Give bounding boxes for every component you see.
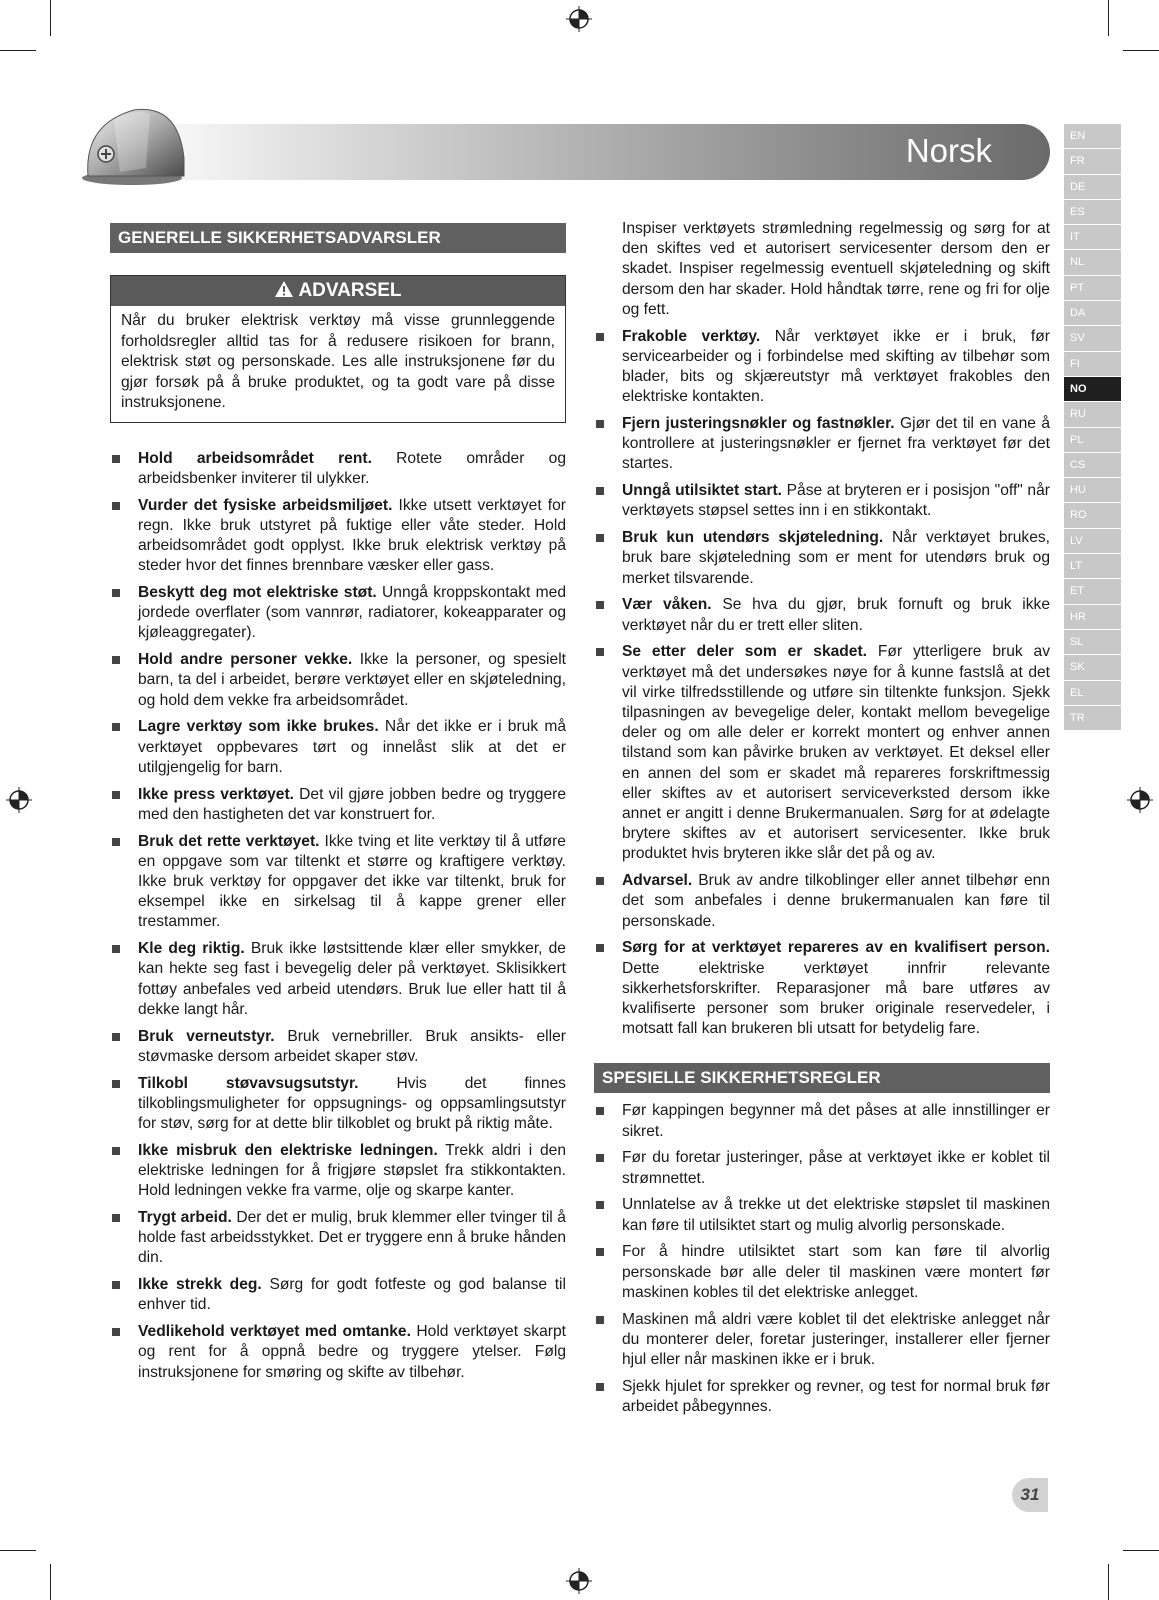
registration-mark-icon	[1127, 787, 1153, 813]
language-tab-pl[interactable]: PL	[1064, 428, 1121, 452]
item-text: Sørg for godt fotfeste og god balanse til enhver tid.	[138, 1276, 566, 1314]
language-tab-sl[interactable]: SL	[1064, 630, 1121, 654]
list-item	[110, 650, 566, 711]
item-text: Når verktøyet ikke er i bruk, før servicearbeider og i forbindelse med skifting av tilbehør som blader, bits og skjæreutstyr må verktøyet frakobles den elektriske kontakten.	[622, 327, 1050, 406]
item-text: Før ytterligere bruk av verktøyet må det undersøkes nøye for å kunne fastslå at det vil virke tilfredsstillende og utføre sin tiltenkte funksjon. Sjekk tilpasningen av bevegelige deler, kontakt mellom bevegelige deler og om alle deler er korrekt montert og enhver annen tilstand som kan påvirke bruken av verktøyet. Et deksel eller en annen del som er skadet må repareres forskriftmessig eller skiftes av et autorisert serviceverksted dersom ikke annet er angitt i denne Brukermanualen. Sørg for at ødelagte brytere skiftes av et autorisert servicesenter. Ikke bruk produktet hvis bryteren ikke slår det på og av.	[622, 643, 1050, 863]
item-text: Se hva du gjør, bruk fornuft og bruk ikke verktøyet når du er trett eller sliten.	[622, 596, 1050, 634]
language-tab-fi[interactable]: FI	[1064, 352, 1121, 376]
item-text: Hold verktøyet skarpt og rent for å oppnå bedre og tryggere ytelser. Følg instruksjonene for smøring og skifte av tilbehør.	[138, 1323, 566, 1381]
crop-mark	[50, 1564, 51, 1600]
list-item: Maskinen må aldri være koblet til det elektriske anlegget når du monterer deler, foretar justeringer, installerer eller fjerner hjul eller når maskinen ikke er i bruk.	[594, 1310, 1050, 1371]
language-tab-pt[interactable]: PT	[1064, 276, 1121, 300]
item-lead: Se etter deler som er skadet.	[622, 643, 868, 661]
item-text: Det vil gjøre jobben bedre og tryggere med den hastigheten det var konstruert for.	[138, 785, 566, 823]
language-tab-ru[interactable]: RU	[1064, 402, 1121, 426]
list-item	[594, 871, 1050, 932]
language-tab-no[interactable]: NO	[1064, 377, 1121, 401]
list-item	[110, 1275, 566, 1315]
list-item	[594, 528, 1050, 589]
list-item: Før du foretar justeringer, påse at verktøyet ikke er koblet til strømnettet.	[594, 1148, 1050, 1188]
list-item	[110, 785, 566, 825]
language-tab-da[interactable]: DA	[1064, 301, 1121, 325]
crop-mark	[1123, 1550, 1159, 1551]
crop-mark	[0, 50, 36, 51]
item-text: Der det er mulig, bruk klemmer eller tvinger til å holde fast arbeidsstykket. Det er tryggere enn å bruke hånden din.	[138, 1208, 566, 1267]
list-item: Sjekk hjulet for sprekker og revner, og test for normal bruk før arbeidet påbegynnes.	[594, 1377, 1050, 1417]
general-safety-list-right	[594, 327, 1050, 1040]
language-tab-hr[interactable]: HR	[1064, 605, 1121, 629]
item-lead: Advarsel.	[622, 872, 693, 890]
list-item	[110, 583, 566, 644]
item-lead: Fjern justeringsnøkler og fastnøkler.	[622, 415, 895, 433]
item-lead: Bruk det rette verktøyet.	[138, 832, 320, 850]
item-lead: Ikke press verktøyet.	[138, 785, 294, 803]
item-lead: Bruk verneutstyr.	[138, 1027, 275, 1045]
section-heading-general: GENERELLE SIKKERHETSADVARSLER	[110, 223, 566, 253]
warning-box	[110, 275, 566, 423]
item-lead: Tilkobl støvavsugsutstyr.	[138, 1074, 359, 1092]
warning-header	[111, 276, 565, 306]
list-item-continuation	[594, 219, 1050, 320]
section-heading-special: SPESIELLE SIKKERHETSREGLER	[594, 1063, 1050, 1093]
item-lead: Vedlikehold verktøyet med omtanke.	[138, 1323, 411, 1341]
item-text: Når det ikke er i bruk må verktøyet oppbevares tørt og innelåst slik at det er utilgjengelig for barn.	[138, 718, 567, 776]
language-tab-hu[interactable]: HU	[1064, 478, 1121, 502]
header-banner	[130, 124, 1050, 180]
item-lead: Hold andre personer vekke.	[138, 651, 353, 669]
language-tab-en[interactable]: EN	[1064, 124, 1121, 148]
crop-mark	[1108, 1564, 1109, 1600]
warning-text: Når du bruker elektrisk verktøy må visse grunnleggende forholdsregler alltid tas for å redusere risikoen for brann, elektrisk støt og personskade. Les alle instruksjonene før du gjør forsøk på å bruke produktet, og ta godt vare på disse instruksjonene.	[121, 312, 555, 411]
item-text: Hvis det finnes tilkoblingsmuligheter for oppsugnings- og oppsamlingsutstyr for støv, sørg for at dette blir tilkoblet og brukt på riktig måte.	[138, 1074, 566, 1132]
list-item	[110, 717, 566, 778]
item-text: Påse at bryteren er i posisjon "off" når verktøyets støpsel settes inn i en stikkontakt.	[622, 482, 1050, 520]
item-lead: Bruk kun utendørs skjøteledning.	[622, 529, 884, 547]
safety-helmet-icon	[80, 96, 190, 188]
list-item	[110, 1074, 566, 1135]
item-text: Når verktøyet brukes, bruk bare skjøteledning som er ment for utendørs bruk og merket tilsvarende.	[622, 529, 1050, 587]
list-item	[110, 832, 566, 933]
language-tab-nl[interactable]: NL	[1064, 250, 1121, 274]
item-lead: Beskytt deg mot elektriske støt.	[138, 583, 377, 601]
language-tab-de[interactable]: DE	[1064, 175, 1121, 199]
item-lead: Ikke misbruk den elektriske ledningen.	[138, 1141, 438, 1159]
item-text: Dette elektriske verktøyet innfrir relevante sikkerhetsforskrifter. Reparasjoner må bare utføres av kvalifiserte personer som bruker originale reservedeler, i motsatt fall kan brukeren bli utsatt for betydelig fare.	[622, 959, 1050, 1038]
list-item	[110, 1141, 566, 1202]
language-tab-tr[interactable]: TR	[1064, 706, 1121, 730]
language-tab-lv[interactable]: LV	[1064, 529, 1121, 553]
registration-mark-icon	[6, 787, 32, 813]
left-column	[110, 223, 566, 1389]
list-item	[110, 1322, 566, 1383]
list-item	[594, 938, 1050, 1039]
list-item	[594, 414, 1050, 475]
item-text: Rotete områder og arbeidsbenker inviterer til ulykker.	[138, 449, 566, 487]
list-item	[594, 642, 1050, 864]
list-item	[110, 939, 566, 1020]
special-safety-list	[594, 1101, 1050, 1417]
language-tab-lt[interactable]: LT	[1064, 554, 1121, 578]
item-lead: Unngå utilsiktet start.	[622, 482, 783, 500]
item-lead: Kle deg riktig.	[138, 940, 245, 958]
list-item	[110, 449, 566, 489]
item-lead: Hold arbeidsområdet rent.	[138, 449, 372, 467]
item-lead: Lagre verktøy som ikke brukes.	[138, 718, 379, 736]
list-item	[110, 496, 566, 577]
item-text: Bruk ikke løstsittende klær eller smykker, de kan hekte seg fast i bevegelig deler på verktøyet. Sklisikkert fottøy anbefales ved arbeid utendørs. Bruk lue eller hatt til å dekke langt hår.	[138, 940, 566, 1018]
item-text: Gjør det til en vane å kontrollere at justeringsnøkler er fjernet fra verktøyet før det startes.	[622, 415, 1050, 473]
language-bar	[1064, 124, 1121, 731]
list-item: For å hindre utilsiktet start som kan føre til alvorlig personskade bør alle deler til maskinen være montert før maskinen kobles til det elektriske anlegget.	[594, 1242, 1050, 1303]
continuation-text: Inspiser verktøyets strømledning regelmessig og sørg for at den skiftes ved et autorisert servicesenter dersom den er skadet. Inspiser regelmessig eventuell skjøteledning og skift dersom den har skader. Hold håndtak tørre, rene og fri for olje og fett.	[622, 220, 1050, 318]
crop-mark	[1123, 50, 1159, 51]
list-item	[594, 327, 1050, 408]
language-tab-fr[interactable]: FR	[1064, 149, 1121, 173]
item-text: Trekk aldri i den elektriske ledningen for å frigjøre støpslet fra stikkontakten. Hold ledningen vekke fra varme, olje og skarpe kanter.	[138, 1141, 566, 1200]
item-text: Bruk av andre tilkoblinger eller annet tilbehør enn det som anbefales i denne brukermanualen kan føre til personskade.	[622, 872, 1050, 930]
language-tab-ro[interactable]: RO	[1064, 503, 1121, 527]
general-safety-list	[110, 449, 566, 1383]
language-tab-et[interactable]: ET	[1064, 579, 1121, 603]
item-lead: Vurder det fysiske arbeidsmiljøet.	[138, 496, 393, 514]
list-item: Unnlatelse av å trekke ut det elektriske støpslet til maskinen kan føre til utilsiktet start og mulig alvorlig personskade.	[594, 1195, 1050, 1235]
list-item	[594, 481, 1050, 521]
crop-mark	[1108, 0, 1109, 36]
list-item	[594, 595, 1050, 635]
language-tab-es[interactable]: ES	[1064, 200, 1121, 224]
warning-label: ADVARSEL	[298, 280, 402, 301]
crop-mark	[50, 0, 51, 36]
language-title: Norsk	[905, 132, 992, 169]
language-tab-el[interactable]: EL	[1064, 681, 1121, 705]
item-lead: Sørg for at verktøyet repareres av en kvalifisert person.	[622, 939, 1050, 957]
warning-triangle-icon	[274, 280, 294, 298]
list-item: Før kappingen begynner må det påses at alle innstillinger er sikret.	[594, 1101, 1050, 1141]
item-text: Unngå kroppskontakt med jordede overflater (som vannrør, radiatorer, kokeapparater og kjøleaggregater).	[138, 583, 566, 642]
registration-mark-icon	[566, 1568, 592, 1594]
item-lead: Ikke strekk deg.	[138, 1276, 262, 1294]
registration-mark-icon	[566, 6, 592, 32]
language-tab-it[interactable]: IT	[1064, 225, 1121, 249]
language-tab-sv[interactable]: SV	[1064, 326, 1121, 350]
item-lead: Frakoble verktøy.	[622, 327, 761, 345]
item-text: Bruk vernebriller. Bruk ansikts- eller støvmaske dersom arbeidet skaper støv.	[138, 1027, 566, 1065]
item-text: Ikke tving et lite verktøy til å utføre en oppgave som var tiltenkt et større og kraftigere verktøy. Ikke bruk verktøy for oppgaver det ikke var tiltenkt, bruk for eksempel ikke en sirkelsag til å kappe grener eller trestammer.	[138, 832, 566, 931]
list-item	[110, 1027, 566, 1067]
general-safety-list-continued	[594, 219, 1050, 320]
item-lead: Vær våken.	[622, 596, 712, 614]
page-number: 31	[1012, 1478, 1048, 1512]
language-tab-sk[interactable]: SK	[1064, 655, 1121, 679]
crop-mark	[0, 1550, 36, 1551]
item-text: Ikke utsett verktøyet for regn. Ikke bruk utstyret på fuktige eller våte steder. Hold arbeidsområdet godt opplyst. Ikke bruk elektrisk verktøy på steder hvor det finnes brennbare væsker eller gass.	[138, 496, 566, 575]
list-item	[110, 1208, 566, 1269]
item-lead: Trygt arbeid.	[138, 1208, 232, 1226]
item-text: Ikke la personer, og spesielt barn, ta del i arbeidet, berøre verktøyet eller en skjøteledning, og hold dem vekke fra arbeidsområdet.	[138, 651, 566, 709]
language-tab-cs[interactable]: CS	[1064, 453, 1121, 477]
right-column	[594, 219, 1050, 1424]
